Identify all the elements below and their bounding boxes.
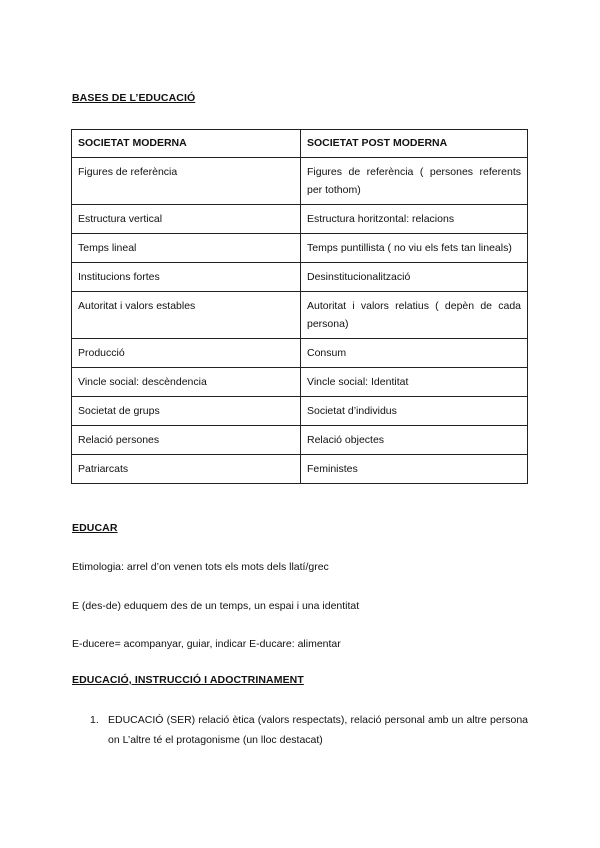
table-cell: Producció — [72, 339, 301, 368]
paragraph-etimologia: Etimologia: arrel d’on venen tots els mots dels llatí/grec — [72, 561, 329, 573]
table-cell: Patriarcats — [72, 455, 301, 484]
table-row — [72, 205, 528, 234]
table-cell: Autoritat i valors relatius ( depèn de cada persona) — [301, 292, 528, 339]
table-cell: Relació persones — [72, 426, 301, 455]
table-row — [72, 368, 528, 397]
table-header-cell: SOCIETAT POST MODERNA — [301, 130, 528, 158]
table-row — [72, 234, 528, 263]
table-cell: Desinstitucionalització — [301, 263, 528, 292]
list-item — [90, 710, 528, 750]
table-cell: Vincle social: descèndencia — [72, 368, 301, 397]
list-item-text: EDUCACIÓ (SER) relació ètica (valors respectats), relació personal amb un altre persona on L’altre té el protagonisme (un lloc destacat) — [108, 714, 528, 746]
table-row — [72, 426, 528, 455]
table-row — [72, 158, 528, 205]
table-cell: Temps puntillista ( no viu els fets tan lineals) — [301, 234, 528, 263]
table-row — [72, 292, 528, 339]
comparison-table — [71, 129, 528, 484]
table-cell: Figures de referència — [72, 158, 301, 205]
paragraph-e-ducere: E-ducere= acompanyar, guiar, indicar E-ducare: alimentar — [72, 638, 341, 650]
table-cell: Figures de referència ( persones referents per tothom) — [301, 158, 528, 205]
table-header-cell: SOCIETAT MODERNA — [72, 130, 301, 158]
table-cell: Estructura vertical — [72, 205, 301, 234]
table-cell: Autoritat i valors estables — [72, 292, 301, 339]
table-row — [72, 339, 528, 368]
paragraph-des-de: E (des-de) eduquem des de un temps, un espai i una identitat — [72, 600, 360, 612]
page-title: BASES DE L’EDUCACIÓ — [72, 92, 196, 104]
table-cell: Relació objectes — [301, 426, 528, 455]
section-heading-educacio-instruccio: EDUCACIÓ, INSTRUCCIÓ I ADOCTRINAMENT — [72, 674, 304, 686]
section-heading-educar: EDUCAR — [72, 522, 118, 534]
table-header-row — [72, 130, 528, 158]
table-cell: Temps lineal — [72, 234, 301, 263]
table-cell: Institucions fortes — [72, 263, 301, 292]
table-cell: Consum — [301, 339, 528, 368]
table-cell: Societat de grups — [72, 397, 301, 426]
table-cell: Societat d’individus — [301, 397, 528, 426]
table-row — [72, 263, 528, 292]
table-cell: Vincle social: Identitat — [301, 368, 528, 397]
table-row — [72, 397, 528, 426]
list-item-number: 1. — [90, 714, 99, 726]
table-cell: Feministes — [301, 455, 528, 484]
table-cell: Estructura horitzontal: relacions — [301, 205, 528, 234]
table-row — [72, 455, 528, 484]
